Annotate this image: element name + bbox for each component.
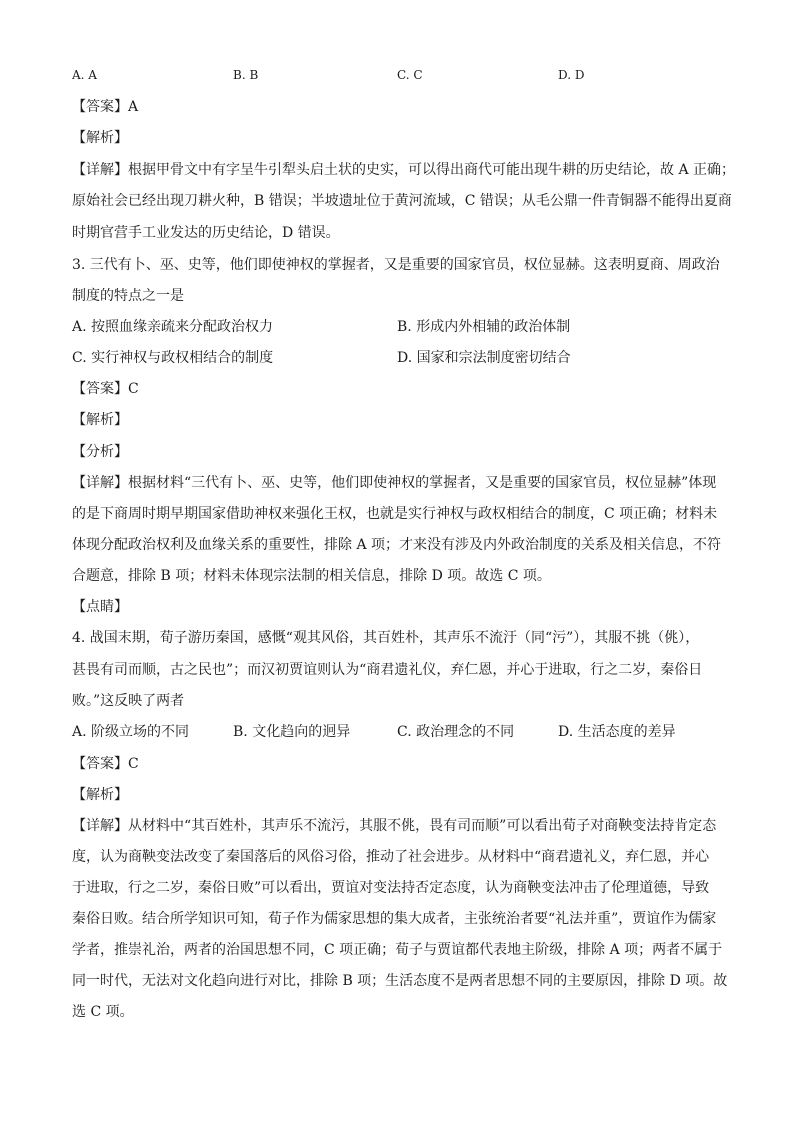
q4-option-c: C. 政治理念的不同 [397,724,515,740]
q4-option-d: D. 生活态度的差异 [558,724,676,740]
q4-detail-line: 于进取，行之二岁，秦俗日败”可以看出，贾谊对变法持否定态度，认为商鞅变法冲击了伦理道德，导致 [72,880,710,896]
q3-option-b: B. 形成内外相辅的政治体制 [397,319,571,335]
q3-option-d: D. 国家和宗法制度密切结合 [397,350,571,366]
q3-stem-line: 3. 三代有卜、巫、史等，他们即使神权的掌握者，又是重要的国家官员，权位显赫。这表明夏商、周政治 [72,257,720,273]
q3-option-c: C. 实行神权与政权相结合的制度 [72,350,274,366]
q2-answer: 【答案】A [72,99,139,115]
q4-detail-line: 【详解】从材料中“其百姓朴，其声乐不流污，其服不佻，畏有司而顺”可以看出荀子对商鞅变法持肯定态 [72,818,717,834]
q2-option-a: A. A [72,68,97,82]
q4-detail-line: 秦俗日败。结合所学知识可知，荀子作为儒家思想的集大成者，主张统治者要“礼法并重”，贾谊作为儒家 [72,911,717,927]
q2-detail-line: 时期官营手工业发达的历史结论，D 错误。 [72,225,340,241]
q3-detail-line: 【详解】根据材料“三代有卜、巫、史等，他们即使神权的掌握者，又是重要的国家官员，权位显赫”体现 [72,475,717,491]
q4-stem-line: 甚畏有司而顺，古之民也”；而汉初贾谊则认为“商君遗礼仪，弃仁恩，并心于进取，行之二岁，秦俗日 [72,662,703,678]
q2-detail-line: 【详解】根据甲骨文中有字呈牛引犁头启土状的史实，可以得出商代可能出现牛耕的历史结论，故 A 正确； [72,162,736,178]
q4-detail-line: 度，认为商鞅变法改变了秦国落后的风俗习俗，推动了社会进步。从材料中“商君遗礼义，弃仁恩，并心 [72,849,710,865]
q4-stem-line: 败。”这反映了两者 [72,693,185,709]
q3-answer: 【答案】C [72,381,139,397]
q2-option-c: C. C [397,68,423,82]
q2-option-d: D. D [558,68,585,82]
q3-fenxi-heading: 【分析】 [72,444,128,460]
q3-detail-line: 的是下商周时期早期国家借助神权来强化王权，也就是实行神权与政权相结合的制度，C 项正确；材料未 [72,506,718,522]
q4-answer: 【答案】C [72,756,139,772]
q3-option-a: A. 按照血缘亲疏来分配政治权力 [72,319,274,335]
q4-option-b: B. 文化趋向的迥异 [233,724,351,740]
q2-analysis-heading: 【解析】 [72,130,128,146]
q2-option-b: B. B [233,68,259,82]
q3-detail-line: 体现分配政治权利及血缘关系的重要性，排除 A 项；才来没有涉及内外政治制度的关系及相关信息，不符 [72,537,722,553]
q2-detail-line: 原始社会已经出现刀耕火种，B 错误；半坡遗址位于黄河流域，C 错误；从毛公鼎一件青铜器不能得出夏商 [72,193,732,209]
q4-stem-line: 4. 战国末期，荀子游历秦国，感慨“观其风俗，其百姓朴，其声乐不流汙（同“污”），其服不挑（佻）， [72,630,700,646]
q3-analysis-heading: 【解析】 [72,412,128,428]
q4-analysis-heading: 【解析】 [72,787,128,803]
q4-option-a: A. 阶级立场的不同 [72,724,190,740]
q4-detail-line: 选 C 项。 [72,1004,134,1020]
q4-detail-line: 学者，推崇礼治，两者的治国思想不同，C 项正确；荀子与贾谊都代表地主阶级，排除 A 项；两者不属于 [72,942,723,958]
q3-dianjing-heading: 【点睛】 [72,599,128,615]
q4-detail-line: 同一时代，无法对文化趋向进行对比，排除 B 项；生活态度不是两者思想不同的主要原因，排除 D 项。故 [72,973,728,989]
q3-detail-line: 合题意，排除 B 项；材料未体现宗法制的相关信息，排除 D 项。故选 C 项。 [72,568,551,584]
q3-stem-line: 制度的特点之一是 [72,288,184,304]
